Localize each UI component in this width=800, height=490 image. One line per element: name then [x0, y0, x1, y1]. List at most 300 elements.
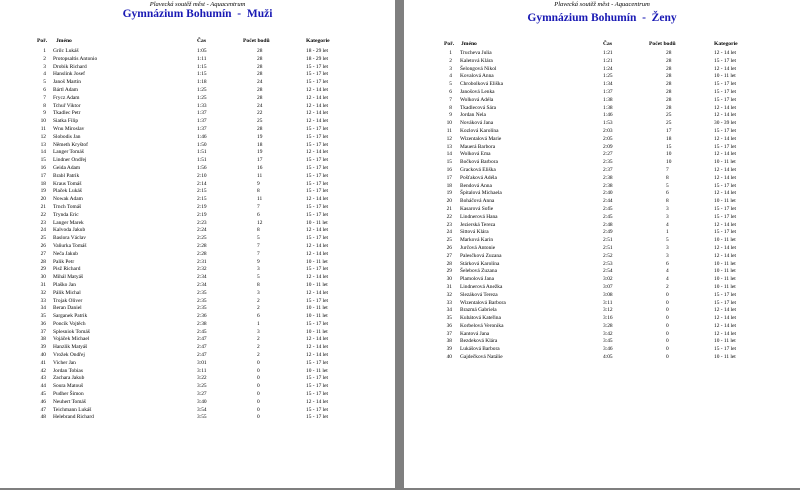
cell-position: 40: [40, 352, 46, 359]
results-page-women: [404, 0, 800, 488]
cell-name: Kaletová Klára: [460, 57, 493, 64]
cell-category: 12 - 14 let: [714, 174, 737, 181]
cell-time: 2:35: [197, 297, 207, 304]
cell-name: Špitalová Michaela: [460, 190, 502, 197]
cell-name: Soura Matouš: [53, 383, 84, 390]
cell-category: 15 - 17 let: [306, 211, 329, 218]
page-subtitle: Plavecká soutěž měst - Aquacentrum: [149, 1, 246, 8]
cell-points: 8: [257, 281, 260, 288]
cell-position: 31: [446, 283, 452, 290]
table-row: [0, 173, 395, 181]
page-subtitle: Plavecká soutěž měst - Aquacentrum: [554, 1, 650, 8]
cell-position: 36: [40, 320, 46, 327]
table-row: [0, 329, 395, 337]
table-row: [0, 103, 395, 111]
cell-category: 15 - 17 let: [306, 375, 329, 382]
table-row: [0, 352, 395, 360]
cell-time: 1:34: [603, 81, 613, 88]
cell-time: 3:07: [603, 283, 613, 290]
cell-points: 28: [257, 71, 263, 78]
cell-position: 23: [446, 221, 452, 228]
table-row: [0, 274, 395, 282]
cell-position: 38: [40, 336, 46, 343]
cell-time: 2:45: [603, 205, 613, 212]
page-title: Gymnázium Bohumín - Ženy: [527, 12, 677, 24]
table-row: [0, 181, 395, 189]
cell-name: Kraus Tomáš: [53, 180, 82, 187]
cell-points: 3: [666, 252, 669, 259]
table-row: [0, 235, 395, 243]
cell-time: 1:38: [603, 96, 613, 103]
cell-time: 2:45: [197, 328, 207, 335]
cell-time: 2:31: [197, 258, 207, 265]
cell-name: Janošová Lenka: [460, 88, 495, 95]
cell-name: Brabl Patrik: [53, 172, 80, 179]
cell-category: 10 - 11 let: [306, 305, 328, 312]
cell-points: 3: [666, 205, 669, 212]
table-row: [404, 73, 800, 81]
cell-time: 3:45: [603, 338, 613, 345]
cell-position: 4: [43, 71, 46, 78]
cell-category: 15 - 17 let: [714, 182, 737, 189]
cell-name: Jurčová Antonie: [460, 244, 496, 251]
cell-position: 21: [446, 205, 452, 212]
table-row: [404, 354, 800, 362]
cell-position: 18: [40, 180, 46, 187]
cell-points: 7: [257, 203, 260, 210]
table-row: [404, 112, 800, 120]
cell-points: 0: [666, 338, 669, 345]
cell-category: 12 - 14 let: [306, 110, 329, 117]
table-row: [404, 276, 800, 284]
table-row: [0, 414, 395, 422]
cell-time: 2:35: [197, 305, 207, 312]
cell-category: 10 - 11 let: [714, 159, 736, 166]
cell-category: 15 - 17 let: [714, 88, 737, 95]
cell-position: 16: [446, 166, 452, 173]
cell-name: Beran Daniel: [53, 305, 82, 312]
table-row: [404, 245, 800, 253]
header-position: Poř.: [37, 38, 48, 44]
cell-position: 43: [40, 375, 46, 382]
cell-position: 9: [43, 110, 46, 117]
cell-category: 18 - 29 let: [306, 48, 329, 54]
cell-time: 2:45: [603, 213, 613, 220]
cell-points: 5: [666, 182, 669, 189]
cell-category: 15 - 17 let: [306, 79, 329, 86]
header-category: Kategorie: [306, 38, 330, 44]
cell-points: 0: [257, 367, 260, 374]
table-row: [404, 222, 800, 230]
cell-position: 26: [40, 242, 46, 249]
cell-category: 15 - 17 let: [306, 133, 329, 140]
cell-points: 28: [666, 81, 672, 88]
cell-name: Drobik Richard: [53, 63, 87, 70]
cell-position: 32: [446, 291, 452, 298]
table-row: [404, 198, 800, 206]
cell-points: 18: [666, 135, 672, 142]
table-row: [404, 284, 800, 292]
cell-category: 10 - 11 let: [306, 328, 328, 335]
cell-time: 2:51: [603, 237, 613, 244]
results-table-women: [404, 50, 800, 362]
cell-time: 2:25: [197, 235, 207, 242]
cell-position: 10: [446, 120, 452, 127]
table-row: [0, 71, 395, 79]
cell-name: Grilc Lukáš: [53, 48, 79, 54]
cell-name: Wolková Adéla: [460, 96, 494, 103]
cell-time: 2:34: [197, 281, 207, 288]
cell-category: 12 - 14 let: [306, 352, 329, 359]
table-row: [0, 290, 395, 298]
cell-position: 13: [40, 141, 46, 148]
cell-name: Hanzlik Matyáš: [53, 344, 88, 351]
cell-points: 6: [257, 211, 260, 218]
cell-category: 15 - 17 let: [714, 299, 737, 306]
cell-points: 28: [666, 57, 672, 64]
cell-name: Slezáková Tereza: [460, 291, 498, 298]
cell-name: Plaško Jan: [53, 281, 76, 288]
cell-time: 1:37: [197, 125, 207, 132]
cell-position: 19: [446, 190, 452, 197]
cell-points: 0: [257, 375, 260, 382]
cell-position: 41: [40, 359, 46, 366]
cell-time: 2:53: [603, 260, 613, 267]
cell-position: 27: [446, 252, 452, 259]
cell-time: 2:37: [603, 166, 613, 173]
cell-category: 12 - 14 let: [306, 344, 329, 351]
cell-points: 4: [666, 268, 669, 275]
cell-name: Pálik Michal: [53, 289, 81, 296]
cell-points: 6: [666, 190, 669, 197]
cell-category: 15 - 17 let: [306, 297, 329, 304]
cell-name: Chrobolková Eliška: [460, 81, 503, 88]
cell-points: 0: [257, 359, 260, 366]
cell-points: 28: [666, 104, 672, 111]
cell-points: 0: [666, 315, 669, 322]
cell-category: 12 - 14 let: [714, 252, 737, 259]
cell-time: 1:21: [603, 57, 613, 64]
cell-position: 48: [40, 414, 46, 421]
cell-position: 11: [446, 127, 452, 134]
table-row: [0, 375, 395, 383]
cell-position: 33: [40, 297, 46, 304]
cell-points: 11: [257, 196, 263, 203]
table-row: [404, 214, 800, 222]
cell-name: Siatka Filip: [53, 118, 79, 125]
cell-position: 37: [40, 328, 46, 335]
cell-time: 2:15: [197, 196, 207, 203]
cell-position: 8: [449, 104, 452, 111]
cell-category: 12 - 14 let: [306, 242, 329, 249]
cell-time: 1:37: [197, 110, 207, 117]
cell-position: 9: [449, 112, 452, 119]
cell-points: 12: [257, 219, 263, 226]
cell-time: 3:11: [197, 367, 207, 374]
table-row: [404, 81, 800, 89]
cell-category: 15 - 17 let: [714, 213, 737, 220]
cell-time: 1:51: [197, 157, 207, 164]
cell-points: 19: [257, 133, 263, 140]
cell-time: 1:56: [197, 164, 207, 171]
cell-points: 9: [257, 180, 260, 187]
table-row: [404, 89, 800, 97]
header-position: Poř.: [444, 41, 455, 47]
cell-time: 2:40: [603, 190, 613, 197]
cell-category: 12 - 14 let: [714, 221, 737, 228]
table-row: [404, 315, 800, 323]
cell-time: 2:47: [197, 336, 207, 343]
cell-time: 1:25: [197, 94, 207, 101]
cell-category: 15 - 17 let: [714, 346, 737, 353]
cell-time: 1:46: [197, 133, 207, 140]
table-row: [404, 237, 800, 245]
cell-time: 3:01: [197, 359, 207, 366]
cell-points: 3: [257, 289, 260, 296]
cell-position: 32: [40, 289, 46, 296]
cell-position: 19: [40, 188, 46, 195]
cell-points: 3: [257, 328, 260, 335]
cell-category: 12 - 14 let: [714, 166, 737, 173]
cell-position: 24: [446, 229, 452, 236]
cell-name: Vaňurka Tomáš: [53, 242, 87, 249]
table-row: [404, 323, 800, 331]
cell-time: 1:05: [197, 48, 207, 54]
cell-category: 15 - 17 let: [306, 203, 329, 210]
table-row: [404, 159, 800, 167]
cell-points: 16: [257, 164, 263, 171]
cell-points: 5: [257, 274, 260, 281]
cell-time: 1:50: [197, 141, 207, 148]
cell-position: 40: [446, 354, 452, 361]
cell-points: 10: [666, 159, 672, 166]
cell-position: 12: [446, 135, 452, 142]
cell-position: 10: [40, 118, 46, 125]
cell-category: 10 - 11 let: [714, 283, 736, 290]
cell-points: 2: [257, 336, 260, 343]
cell-position: 30: [40, 274, 46, 281]
cell-position: 7: [43, 94, 46, 101]
cell-name: Janoš Martin: [53, 79, 81, 86]
cell-name: Trnch Tomáš: [53, 203, 82, 210]
cell-name: Kantová Jana: [460, 330, 490, 337]
cell-position: 45: [40, 391, 46, 398]
cell-position: 11: [40, 125, 46, 132]
cell-name: Sarganek Patrik: [53, 313, 88, 320]
cell-time: 1:21: [603, 50, 613, 56]
cell-category: 15 - 17 let: [306, 141, 329, 148]
cell-position: 16: [40, 164, 46, 171]
cell-points: 0: [666, 307, 669, 314]
cell-category: 12 - 14 let: [714, 112, 737, 119]
cell-time: 3:08: [603, 291, 613, 298]
table-row: [0, 188, 395, 196]
cell-category: 12 - 14 let: [714, 135, 737, 142]
cell-position: 39: [40, 344, 46, 351]
cell-category: 15 - 17 let: [306, 63, 329, 70]
cell-name: Brazmá Gabriela: [460, 307, 497, 314]
cell-position: 13: [446, 143, 452, 150]
cell-category: 12 - 14 let: [714, 65, 737, 72]
table-row: [404, 66, 800, 74]
cell-position: 22: [40, 211, 46, 218]
cell-category: 15 - 17 let: [306, 180, 329, 187]
cell-name: Palik Petr: [53, 258, 75, 265]
cell-position: 39: [446, 346, 452, 353]
cell-points: 17: [257, 157, 263, 164]
cell-category: 12 - 14 let: [714, 322, 737, 329]
table-row: [404, 229, 800, 237]
cell-position: 35: [446, 315, 452, 322]
cell-category: 12 - 14 let: [714, 307, 737, 314]
cell-time: 3:28: [603, 322, 613, 329]
cell-time: 2:19: [197, 203, 207, 210]
cell-name: Palesčková Zuzana: [460, 252, 502, 259]
cell-time: 3:54: [197, 406, 207, 413]
cell-points: 7: [666, 166, 669, 173]
cell-category: 15 - 17 let: [714, 57, 737, 64]
cell-position: 12: [40, 133, 46, 140]
cell-name: Plaček Lukáš: [53, 188, 82, 195]
cell-points: 5: [666, 237, 669, 244]
cell-time: 1:25: [197, 86, 207, 93]
table-row: [0, 95, 395, 103]
table-row: [0, 313, 395, 321]
cell-time: 2:47: [197, 352, 207, 359]
cell-category: 15 - 17 let: [714, 81, 737, 88]
cell-time: 3:25: [197, 383, 207, 390]
cell-points: 2: [257, 352, 260, 359]
cell-category: 10 - 11 let: [714, 276, 736, 283]
table-row: [0, 48, 395, 56]
cell-name: Jezierská Tereza: [460, 221, 496, 228]
cell-time: 2:35: [603, 159, 613, 166]
cell-category: 10 - 11 let: [306, 367, 328, 374]
cell-position: 37: [446, 330, 452, 337]
cell-name: Baslora Václav: [53, 235, 86, 242]
cell-name: Kovalová Anna: [460, 73, 494, 80]
cell-points: 18: [257, 141, 263, 148]
cell-category: 10 - 11 let: [714, 73, 736, 80]
cell-position: 46: [40, 398, 46, 405]
cell-points: 1: [257, 320, 260, 327]
cell-points: 25: [257, 118, 263, 125]
cell-time: 1:18: [197, 79, 207, 86]
cell-points: 8: [666, 198, 669, 205]
cell-time: 3:16: [603, 315, 613, 322]
table-row: [0, 259, 395, 267]
cell-category: 12 - 14 let: [306, 250, 329, 257]
cell-time: 1:33: [197, 102, 207, 109]
cell-name: Mauerá Barbora: [460, 143, 496, 150]
table-row: [0, 165, 395, 173]
table-row: [0, 336, 395, 344]
cell-category: 30 - 39 let: [714, 120, 737, 127]
cell-name: Tchuř Viktor: [53, 102, 81, 109]
cell-position: 33: [446, 299, 452, 306]
cell-name: Kasarová Sofie: [460, 205, 494, 212]
cell-position: 24: [40, 227, 46, 234]
cell-points: 0: [666, 330, 669, 337]
results-page-men: [0, 0, 395, 488]
cell-name: Langer Tomáš: [53, 149, 84, 156]
cell-name: Bendová Anna: [460, 182, 492, 189]
cell-time: 3:46: [603, 346, 613, 353]
cell-points: 28: [257, 55, 263, 62]
cell-name: Pisž Richard: [53, 266, 81, 273]
cell-name: Korbelová Veronika: [460, 322, 504, 329]
cell-category: 15 - 17 let: [306, 406, 329, 413]
cell-category: 12 - 14 let: [306, 94, 329, 101]
table-row: [0, 134, 395, 142]
cell-time: 1:11: [197, 55, 207, 62]
cell-position: 42: [40, 367, 46, 374]
table-row: [0, 243, 395, 251]
table-row: [404, 58, 800, 66]
cell-name: Bártl Adam: [53, 86, 79, 93]
cell-category: 15 - 17 let: [306, 383, 329, 390]
cell-time: 2:38: [197, 320, 207, 327]
cell-time: 2:23: [197, 219, 207, 226]
table-row: [404, 338, 800, 346]
cell-position: 27: [40, 250, 46, 257]
cell-name: Jordan Tobias: [53, 367, 83, 374]
table-row: [0, 305, 395, 313]
cell-position: 2: [449, 57, 452, 64]
cell-category: 12 - 14 let: [306, 196, 329, 203]
cell-name: Vojáček Michael: [53, 336, 90, 343]
cell-time: 2:44: [603, 198, 613, 205]
cell-name: Gracková Eliška: [460, 166, 496, 173]
cell-time: 2:10: [197, 172, 207, 179]
cell-position: 36: [446, 322, 452, 329]
cell-category: 15 - 17 let: [306, 164, 329, 171]
table-row: [0, 149, 395, 157]
table-row: [404, 268, 800, 276]
cell-points: 28: [666, 88, 672, 95]
cell-category: 12 - 14 let: [306, 289, 329, 296]
cell-category: 15 - 17 let: [306, 125, 329, 132]
cell-category: 12 - 14 let: [714, 244, 737, 251]
cell-name: Wnu Miroslav: [53, 125, 85, 132]
header-time: Čas: [603, 41, 613, 47]
cell-points: 28: [666, 65, 672, 72]
table-row: [404, 120, 800, 128]
cell-name: Zachara Jakub: [53, 375, 85, 382]
cell-name: Teichmann Lukáš: [53, 406, 92, 413]
cell-position: 30: [446, 276, 452, 283]
cell-points: 3: [666, 244, 669, 251]
cell-name: Kubátová Kateřina: [460, 315, 501, 322]
cell-name: Šelongová Nikol: [460, 65, 497, 72]
cell-points: 7: [257, 250, 260, 257]
table-row: [0, 266, 395, 274]
cell-position: 6: [449, 88, 452, 95]
table-row: [404, 128, 800, 136]
table-row: [404, 97, 800, 105]
table-row: [404, 331, 800, 339]
table-row: [0, 391, 395, 399]
cell-time: 1:25: [603, 73, 613, 80]
table-row: [0, 110, 395, 118]
table-row: [0, 360, 395, 368]
table-row: [404, 190, 800, 198]
table-row: [0, 344, 395, 352]
cell-time: 3:22: [197, 375, 207, 382]
cell-position: 4: [449, 73, 452, 80]
cell-name: Hanslink Josef: [53, 71, 85, 78]
cell-category: 15 - 17 let: [714, 205, 737, 212]
